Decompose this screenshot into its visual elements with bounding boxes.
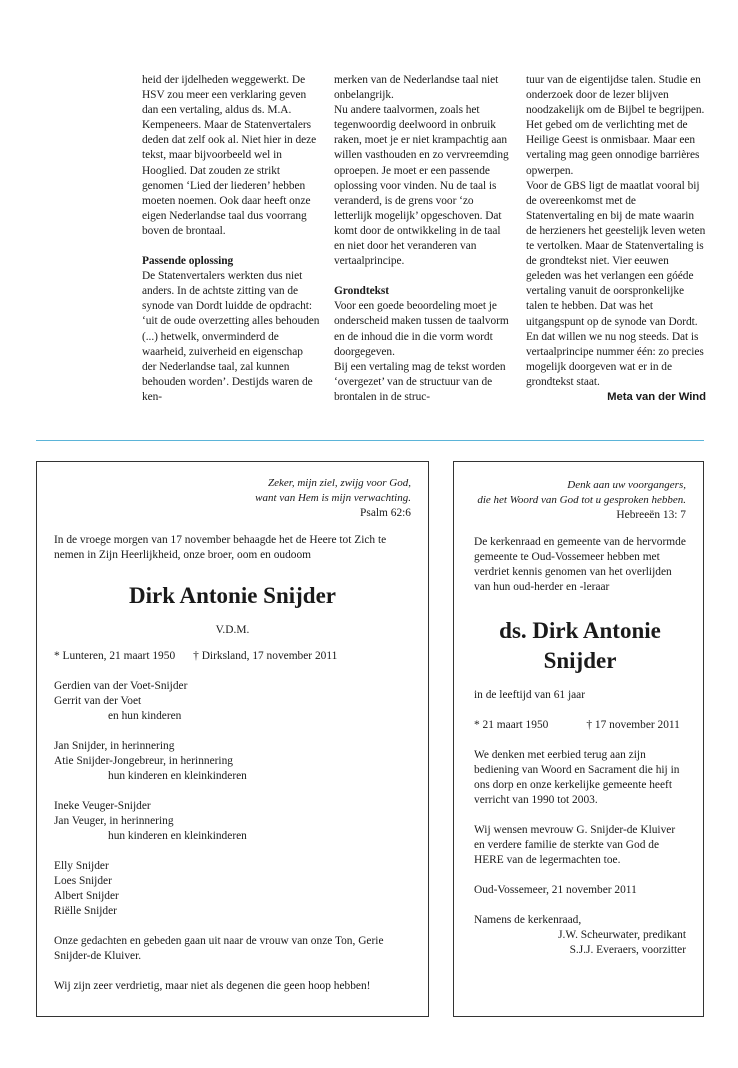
family-member: en hun kinderen <box>108 710 182 722</box>
death-notice-family <box>36 461 429 1017</box>
quote-line: Denk aan uw voorgangers, <box>567 479 686 491</box>
signer: S.J.J. Everaers, voorzitter <box>569 944 686 956</box>
bible-quote <box>54 476 411 521</box>
deceased-age: in de leeftijd van 61 jaar <box>474 689 586 701</box>
family-member: Loes Snijder <box>54 875 112 887</box>
family-member: hun kinderen en kleinkinderen <box>108 830 247 842</box>
deceased-name-line-2: Snijder <box>543 648 617 673</box>
signer: J.W. Scheurwater, predikant <box>558 929 686 941</box>
notice-intro: In de vroege morgen van 17 november behaagde het de Heere tot Zich te nemen in Zijn Heerlijkheid, onze broer, oom en oudoom <box>54 534 387 561</box>
family-member: Atie Snijder-Jongebreur, in herinnering <box>54 755 233 767</box>
family-member: hun kinderen en kleinkinderen <box>108 770 247 782</box>
family-member: Riëlle Snijder <box>54 905 117 917</box>
deceased-name: Dirk Antonie Snijder <box>128 583 337 608</box>
article-paragraph: merken van de Nederlandse taal niet onbelangrijk. <box>334 74 499 102</box>
quote-reference: Psalm 62:6 <box>360 507 411 519</box>
place-date: Oud-Vossemeer, 21 november 2011 <box>474 884 637 896</box>
family-group <box>54 739 411 784</box>
article-paragraph: heid der ijdelheden weggewerkt. De HSV zou meer een verklaring geven dan een vertaling, aldus ds. M.A. Kempeneers. Maar de Statenvertalers deden dat zelf ook al. Niet hier in deze tekst, maar bijvoorbeeld wel in Hooglied. Dat zouden ze strikt genomen ‘Lied der liederen’ hebben moeten noemen. Ook daar heeft onze eigen Nederlandse taal dus voorrang boven de brontaal. <box>142 74 317 237</box>
article-paragraph: Voor een goede beoordeling moet je onderscheid maken tussen de taalvorm en de inhoud die in die vorm wordt doorgegeven. <box>334 300 509 358</box>
life-dates <box>474 718 686 733</box>
article-paragraph: Bij een vertaling mag de tekst worden ‘overgezet’ van de structuur van de brontalen in de struc- <box>334 360 506 403</box>
article-column-1 <box>142 73 320 405</box>
family-list <box>54 679 411 919</box>
notice-memory: We denken met eerbied terug aan zijn bediening van Woord en Sacrament die hij in ons dorp en onze kerkelijke gemeente heeft verricht van 1990 tot 2003. <box>474 749 680 806</box>
death-date: † 17 november 2011 <box>586 719 680 731</box>
article-paragraph: tuur van de eigentijdse talen. Studie en onderzoek door de lezer blijven noodzakelijk om de Bijbel te begrijpen. Het gebed om de verlichting met de Heilige Geest is onmisbaar. Maar een vertaling mag geen onnodige barrières opwerpen. <box>526 74 705 177</box>
death-notice-church <box>453 461 704 1017</box>
section-divider <box>36 440 704 441</box>
family-group <box>54 859 411 919</box>
family-group <box>54 799 411 844</box>
article-column-3 <box>526 73 706 405</box>
death-date: † Dirksland, 17 november 2011 <box>193 650 338 662</box>
notice-wish: Wij wensen mevrouw G. Snijder-de Kluiver en verdere familie de sterkte van God de HERE van de legermachten toe. <box>474 824 676 866</box>
section-heading: Grondtekst <box>334 285 389 298</box>
family-member: Albert Snijder <box>54 890 119 902</box>
family-member: Ineke Veuger-Snijder <box>54 800 151 812</box>
quote-reference: Hebreeën 13: 7 <box>616 509 686 521</box>
deceased-title: V.D.M. <box>215 624 250 636</box>
life-dates <box>54 649 411 664</box>
birth-date: * 21 maart 1950 <box>474 719 549 731</box>
family-group <box>54 679 411 724</box>
notice-intro: De kerkenraad en gemeente van de hervormde gemeente te Oud-Vossemeer hebben met verdriet kennis genomen van het overlijden van hun oud-herder en -leraar <box>474 536 686 593</box>
family-member: Jan Snijder, in herinnering <box>54 740 175 752</box>
on-behalf: Namens de kerkenraad, <box>474 914 582 926</box>
section-heading: Passende oplossing <box>142 255 234 268</box>
author-signature: Meta van der Wind <box>607 390 706 403</box>
deceased-name-line-1: ds. Dirk Antonie <box>499 618 661 643</box>
notice-closing: Wij zijn zeer verdrietig, maar niet als degenen die geen hoop hebben! <box>54 980 371 992</box>
family-member: Jan Veuger, in herinnering <box>54 815 174 827</box>
family-member: Gerrit van der Voet <box>54 695 142 707</box>
article-column-2 <box>334 73 512 405</box>
family-member: Gerdien van der Voet-Snijder <box>54 680 188 692</box>
family-member: Elly Snijder <box>54 860 109 872</box>
birth-date: * Lunteren, 21 maart 1950 <box>54 650 176 662</box>
quote-line: Zeker, mijn ziel, zwijg voor God, <box>268 477 411 489</box>
article-paragraph: Nu andere taalvormen, zoals het tegenwoordig deelwoord in onbruik raken, moet je er niet krampachtig aan willen vasthouden en zo vervreemding oproepen. Je moet er een passende oplossing voor vinden. Nu de taal is veranderd, is de grens voor ‘zo letterlijk mogelijk’ opgeschoven. Dat komt door de ontwikkeling in de taal en niet door het veranderen van vertaalprincipe. <box>334 104 509 268</box>
quote-line: die het Woord van God tot u gesproken hebben. <box>477 494 686 506</box>
bible-quote <box>474 478 686 523</box>
article-paragraph: Voor de GBS ligt de maatlat vooral bij de overeenkomst met de Statenvertaling en bij de mate waarin de herzieners het geestelijk leven weten te vertolken. Maar de Statenvertaling is de grondtekst niet. Vier eeuwen geleden was het verlangen een góéde vertaling vanuit de oorspronkelijke talen te hebben. Dat was het uitgangspunt op de synode van Dordt. En dat willen we nu nog steeds. Dat is vertaalprincipe nummer één: zo precies mogelijk doorgeven wat er in de grondtekst staat. <box>526 179 706 388</box>
notice-thoughts: Onze gedachten en gebeden gaan uit naar de vrouw van onze Ton, Gerie Snijder-de Kluiver. <box>54 935 384 962</box>
quote-line: want van Hem is mijn verwachting. <box>255 492 411 504</box>
article-paragraph: De Statenvertalers werkten dus niet anders. In de achtste zitting van de synode van Dordt luidde de opdracht: ‘uit de oude overzetting alles behouden (...) hetwelk, onverminderd de waarheid, zuiverheid en eigenschap der Nederlandse taal, zal kunnen behouden worden’. Destijds waren de ken- <box>142 270 320 403</box>
